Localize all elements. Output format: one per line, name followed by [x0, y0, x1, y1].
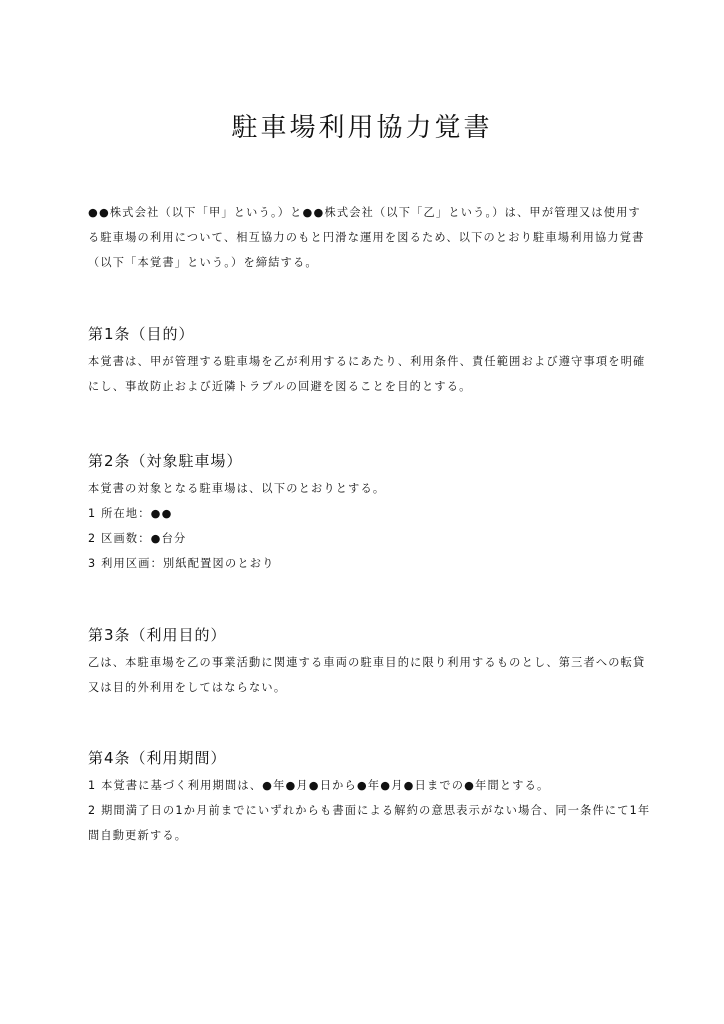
article-2-heading: 第2条（対象駐車場）: [88, 452, 243, 470]
article-list-item: 1 本覚書に基づく利用期間は、●年●月●日から●年●月●日までの●年間とする。: [88, 779, 550, 792]
article-list-item: 3 利用区画：別紙配置図のとおり: [88, 557, 275, 570]
article-line: 本覚書は、甲が管理する駐車場を乙が利用するにあたり、利用条件、責任範囲および遵守事項を明確: [88, 355, 646, 368]
article-line: 乙は、本駐車場を乙の事業活動に関連する車両の駐車目的に限り利用するものとし、第三者への転貸: [88, 656, 646, 669]
article-line: 本覚書の対象となる駐車場は、以下のとおりとする。: [88, 482, 386, 495]
article-list-item: 1 所在地：●●: [88, 507, 173, 520]
article-line: 又は目的外利用をしてはならない。: [88, 681, 287, 694]
document-title: 駐車場利用協力覚書: [231, 113, 493, 143]
article-list-item: 2 区画数：●台分: [88, 532, 187, 545]
article-2-body: [88, 476, 648, 576]
article-line: にし、事故防止および近隣トラブルの回避を図ることを目的とする。: [88, 380, 472, 393]
preamble-line: る駐車場の利用について、相互協力のもと円滑な運用を図るため、以下のとおり駐車場利用協力覚書: [88, 231, 645, 244]
article-1-body: [88, 349, 648, 399]
preamble-line: （以下「本覚書」という。）を締結する。: [88, 256, 318, 269]
preamble-line: ●●株式会社（以下「甲」という。）と●●株式会社（以下「乙」という。）は、甲が管理又は使用す: [88, 206, 641, 219]
article-list-item: 2 期間満了日の1か月前までにいずれからも書面による解約の意思表示がない場合、同一条件にて1年: [88, 804, 651, 817]
article-line: 間自動更新する。: [88, 829, 188, 842]
article-4-body: [88, 773, 651, 848]
article-3-heading: 第3条（利用目的）: [88, 626, 227, 644]
article-4-heading: 第4条（利用期間）: [88, 749, 227, 767]
preamble: [88, 200, 648, 275]
article-1-heading: 第1条（目的）: [88, 325, 195, 343]
article-3-body: [88, 650, 648, 700]
